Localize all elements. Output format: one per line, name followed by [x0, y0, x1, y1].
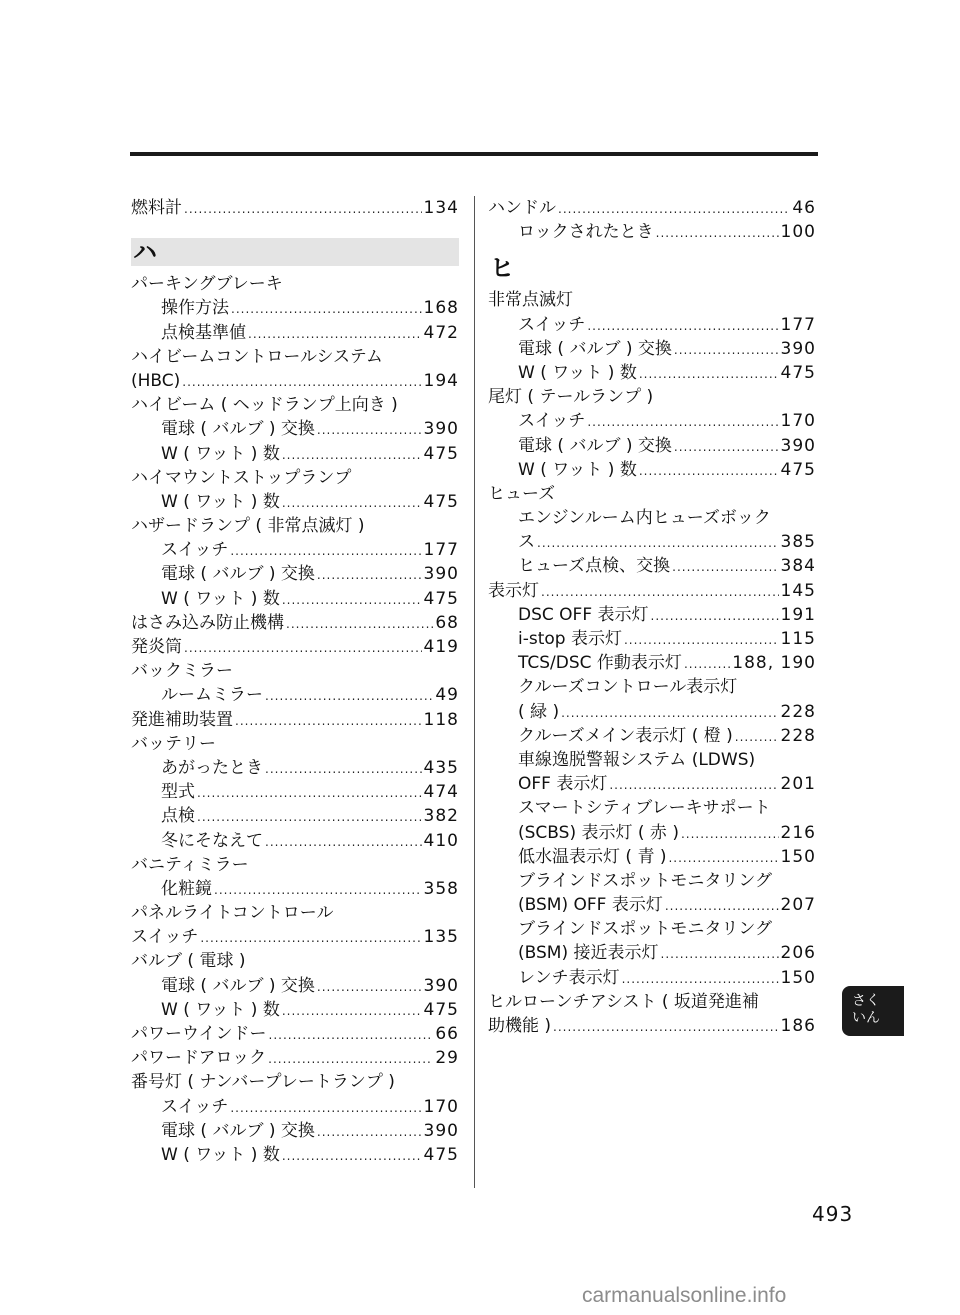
entry-label: ヒルローンチアシスト ( 坂道発進補: [488, 991, 759, 1012]
index-entry: [488, 458, 816, 482]
index-entry: [131, 490, 459, 514]
entry-page-number: 390: [423, 975, 459, 996]
dot-leader: [665, 894, 779, 917]
index-entry: [131, 442, 459, 466]
index-entry: [131, 756, 459, 780]
index-entry: [488, 893, 816, 917]
left-pre-entries: [131, 196, 459, 220]
index-entry: [131, 949, 459, 973]
entry-label: 低水温表示灯 ( 青 ): [518, 846, 667, 867]
entry-page-number: 475: [780, 362, 816, 383]
dot-leader: [674, 435, 779, 458]
dot-leader: [684, 652, 730, 675]
dot-leader: [317, 563, 422, 586]
index-entry: [131, 925, 459, 949]
entry-label: パーキングブレーキ: [131, 274, 283, 295]
side-tab-line2: いん: [852, 1010, 880, 1026]
entry-label: ヒューズ点検、交換: [518, 556, 671, 577]
index-entry: [488, 990, 816, 1014]
entry-page-number: 168: [423, 298, 459, 319]
entry-page-number: 49: [435, 685, 459, 706]
entry-label: 発炎筒: [131, 637, 182, 657]
entry-page-number: 150: [780, 967, 816, 988]
index-entry: [131, 538, 459, 562]
index-entry: [131, 587, 459, 611]
entry-page-number: 46: [792, 198, 816, 218]
entry-page-number: 177: [423, 540, 459, 561]
entry-label: あがったとき: [161, 757, 263, 778]
dot-leader: [587, 314, 778, 337]
index-entry: [131, 611, 459, 635]
index-entry: [488, 675, 816, 699]
dot-leader: [197, 781, 422, 804]
index-entry: [488, 700, 816, 724]
entry-label: 冬にそなえて: [161, 830, 263, 851]
side-tab-line1: さく: [852, 993, 880, 1009]
dot-leader: [265, 684, 433, 707]
index-entry: [131, 708, 459, 732]
dot-leader: [200, 926, 421, 949]
right-column: [488, 196, 816, 1038]
entry-page-number: 419: [423, 637, 459, 657]
top-rule: [130, 152, 818, 156]
entry-page-number: 475: [423, 999, 459, 1020]
entry-label: 電球 ( バルブ ) 交換: [518, 338, 672, 359]
entry-label: 尾灯 ( テールランプ ): [488, 387, 654, 408]
entry-label: パワードアロック: [131, 1048, 267, 1069]
entry-label: (BSM) 接近表示灯: [518, 943, 659, 964]
entry-page-number: 390: [780, 338, 816, 359]
entry-label: ス: [518, 532, 535, 553]
entry-page-number: 390: [423, 564, 459, 585]
index-entry: [131, 877, 459, 901]
entry-label: (BSM) OFF 表示灯: [518, 895, 663, 916]
index-entry: [488, 554, 816, 578]
entry-label: ブラインドスポットモニタリング: [518, 919, 772, 940]
entry-label: スイッチ: [131, 927, 199, 948]
entry-label: W ( ワット ) 数: [161, 999, 280, 1020]
index-entry: [488, 313, 816, 337]
index-entry: [488, 579, 816, 603]
index-entry: [488, 482, 816, 506]
dot-leader: [668, 846, 778, 869]
dot-leader: [609, 773, 778, 796]
entry-page-number: 475: [423, 588, 459, 609]
column-divider: [474, 196, 475, 1188]
index-entry: [488, 196, 816, 220]
index-entry: [488, 917, 816, 941]
entry-label: 点検基準値: [161, 322, 246, 343]
index-entry: [131, 1143, 459, 1167]
entry-label: 電球 ( バルブ ) 交換: [161, 1120, 315, 1141]
entry-page-number: 228: [780, 725, 816, 746]
index-entry: [131, 829, 459, 853]
index-entry: [131, 345, 459, 369]
entry-label: クルーズコントロール表示灯: [518, 677, 738, 698]
left-column: [131, 196, 459, 1167]
entry-label: ハザードランプ ( 非常点滅灯 ): [131, 516, 365, 537]
index-entry: [131, 1070, 459, 1094]
entry-label: 表示灯: [488, 580, 539, 601]
index-entry: [488, 385, 816, 409]
entry-page-number: 472: [423, 322, 459, 343]
entry-page-number: 410: [423, 830, 459, 851]
entry-label: W ( ワット ) 数: [518, 459, 637, 480]
entry-page-number: 475: [423, 443, 459, 464]
index-entry: [131, 974, 459, 998]
index-entry: [131, 683, 459, 707]
entry-label: 電球 ( バルブ ) 交換: [161, 419, 315, 440]
entry-label: パワーウインドー: [131, 1024, 267, 1044]
index-entry: [488, 821, 816, 845]
entry-label: スイッチ: [161, 540, 229, 561]
entry-page-number: 145: [780, 580, 816, 601]
section-heading-hi: ヒ: [490, 254, 514, 283]
dot-leader: [656, 221, 779, 244]
entry-label: 点検: [161, 806, 195, 827]
entry-page-number: 186: [780, 1016, 816, 1036]
entry-label: スイッチ: [161, 1096, 229, 1117]
index-entry: [131, 196, 459, 220]
index-entry: [488, 337, 816, 361]
index-entry: [488, 530, 816, 554]
entry-label: ハンドル: [488, 198, 556, 218]
entry-page-number: 474: [423, 782, 459, 803]
index-entry: [488, 748, 816, 772]
entry-page-number: 115: [780, 629, 816, 649]
entry-label: W ( ワット ) 数: [161, 588, 280, 609]
entry-label: 番号灯 ( ナンバープレートランプ ): [131, 1072, 395, 1093]
dot-leader: [639, 362, 779, 385]
entry-label: 車線逸脱警報システム (LDWS): [518, 749, 756, 770]
entry-page-number: 68: [435, 612, 459, 633]
entry-label: i-stop 表示灯: [518, 629, 622, 649]
entry-page-number: 216: [780, 822, 816, 843]
entry-page-number: 475: [423, 491, 459, 512]
index-entry: [488, 869, 816, 893]
entry-label: DSC OFF 表示灯: [518, 604, 649, 625]
dot-leader: [248, 322, 422, 345]
entry-label: (HBC): [131, 370, 181, 391]
entry-page-number: 66: [435, 1024, 459, 1044]
entry-label: 型式: [161, 782, 195, 803]
entry-label: W ( ワット ) 数: [161, 491, 280, 512]
dot-leader: [182, 370, 421, 393]
entry-label: ヒューズ: [488, 483, 556, 504]
index-entry: [131, 1022, 459, 1046]
index-entry: [131, 659, 459, 683]
right-pre-entries: [488, 196, 816, 244]
entry-page-number: 201: [780, 774, 816, 795]
entry-label: 燃料計: [131, 198, 182, 218]
dot-leader: [561, 701, 778, 724]
dot-leader: [286, 612, 433, 635]
entry-label: 発進補助装置: [131, 709, 233, 730]
dot-leader: [282, 1144, 422, 1167]
entry-page-number: 170: [423, 1096, 459, 1117]
index-entry: [488, 220, 816, 244]
entry-page-number: 390: [780, 435, 816, 456]
entry-label: バックミラー: [131, 661, 233, 682]
dot-leader: [269, 1023, 434, 1046]
entry-page-number: 194: [423, 370, 459, 391]
index-entry: [488, 724, 816, 748]
entry-page-number: 475: [780, 459, 816, 480]
entry-label: バッテリー: [131, 733, 216, 754]
dot-leader: [537, 531, 779, 554]
index-entry: [488, 651, 816, 675]
dot-leader: [681, 822, 779, 845]
entry-page-number: 390: [423, 1120, 459, 1141]
entry-label: 非常点滅灯: [488, 290, 573, 311]
dot-leader: [317, 1120, 422, 1143]
entry-label: ルームミラー: [161, 685, 263, 706]
entry-label: (SCBS) 表示灯 ( 赤 ): [518, 822, 679, 843]
index-entry: [131, 321, 459, 345]
dot-leader: [317, 418, 422, 441]
entry-label: OFF 表示灯: [518, 774, 608, 795]
entry-label: 助機能 ): [488, 1016, 552, 1036]
entry-label: 電球 ( バルブ ) 交換: [518, 435, 672, 456]
entry-page-number: 358: [423, 878, 459, 899]
index-entry: [488, 941, 816, 965]
index-entry: [131, 1046, 459, 1070]
dot-leader: [674, 338, 779, 361]
entry-page-number: 228: [780, 701, 816, 722]
dot-leader: [231, 297, 422, 320]
dot-leader: [282, 443, 422, 466]
dot-leader: [214, 878, 422, 901]
dot-leader: [282, 999, 422, 1022]
dot-leader: [184, 197, 422, 220]
index-entry: [488, 288, 816, 312]
dot-leader: [197, 805, 422, 828]
entry-page-number: 134: [423, 198, 459, 218]
entry-label: W ( ワット ) 数: [161, 443, 280, 464]
entry-page-number: 177: [780, 314, 816, 335]
dot-leader: [622, 967, 779, 990]
index-entry: [131, 562, 459, 586]
entry-page-number: 191: [780, 604, 816, 625]
entry-page-number: 207: [780, 895, 816, 916]
dot-leader: [587, 410, 778, 433]
entry-label: レンチ表示灯: [518, 967, 620, 988]
entry-page-number: 188, 190: [732, 653, 816, 674]
index-entry: [488, 409, 816, 433]
index-entry: [131, 1119, 459, 1143]
section-heading-ha: ハ: [131, 238, 459, 266]
entry-page-number: 150: [780, 846, 816, 867]
index-entry: [131, 635, 459, 659]
dot-leader: [553, 1015, 779, 1038]
dot-leader: [651, 604, 779, 627]
index-entry: [131, 514, 459, 538]
entry-label: ハイビームコントロールシステム: [131, 346, 383, 367]
entry-label: ロックされたとき: [518, 222, 654, 243]
entry-label: スマートシティブレーキサポート: [518, 798, 771, 819]
index-entry: [488, 603, 816, 627]
left-entries: [131, 272, 459, 1167]
entry-page-number: 390: [423, 419, 459, 440]
watermark: carmanualsonline.info: [582, 1284, 787, 1307]
index-entry: [131, 296, 459, 320]
entry-label: ハイビーム ( ヘッドランプ上向き ): [131, 395, 398, 416]
entry-label: エンジンルーム内ヒューズボック: [518, 508, 771, 529]
entry-page-number: 118: [423, 709, 459, 730]
entry-page-number: 435: [423, 757, 459, 778]
index-entry: [131, 998, 459, 1022]
index-entry: [131, 417, 459, 441]
index-entry: [131, 780, 459, 804]
entry-label: ハイマウントストップランプ: [131, 467, 352, 488]
index-entry: [131, 853, 459, 877]
index-entry: [131, 1095, 459, 1119]
index-entry: [488, 1014, 816, 1038]
dot-leader: [282, 588, 422, 611]
entry-label: ( 緑 ): [518, 701, 560, 722]
dot-leader: [624, 628, 779, 651]
index-entry: [488, 845, 816, 869]
index-entry: [131, 369, 459, 393]
entry-page-number: 170: [780, 411, 816, 432]
entry-label: ブラインドスポットモニタリング: [518, 870, 772, 891]
dot-leader: [265, 830, 422, 853]
dot-leader: [672, 555, 778, 578]
dot-leader: [317, 975, 422, 998]
entry-label: W ( ワット ) 数: [518, 362, 637, 383]
entry-page-number: 382: [423, 806, 459, 827]
entry-label: はさみ込み防止機構: [131, 612, 284, 633]
dot-leader: [661, 942, 779, 965]
index-entry: [131, 272, 459, 296]
index-entry: [488, 506, 816, 530]
page-number: 493: [812, 1202, 854, 1226]
entry-label: バルブ ( 電球 ): [131, 951, 246, 972]
index-side-tab[interactable]: [842, 986, 904, 1036]
dot-leader: [230, 539, 421, 562]
index-entry: [488, 966, 816, 990]
entry-label: 化粧鏡: [161, 878, 212, 899]
entry-label: W ( ワット ) 数: [161, 1144, 280, 1165]
dot-leader: [268, 1047, 433, 1070]
entry-label: クルーズメイン表示灯 ( 橙 ): [518, 725, 733, 746]
index-entry: [131, 732, 459, 756]
entry-page-number: 385: [780, 532, 816, 553]
index-entry: [131, 393, 459, 417]
dot-leader: [184, 636, 422, 659]
dot-leader: [235, 709, 422, 732]
entry-page-number: 384: [780, 556, 816, 577]
entry-page-number: 100: [780, 222, 816, 243]
dot-leader: [735, 725, 779, 748]
index-entry: [131, 901, 459, 925]
entry-label: 電球 ( バルブ ) 交換: [161, 564, 315, 585]
index-entry: [488, 361, 816, 385]
entry-page-number: 135: [423, 927, 459, 948]
index-entry: [131, 466, 459, 490]
entry-page-number: 206: [780, 943, 816, 964]
right-entries: [488, 288, 816, 1038]
dot-leader: [541, 580, 779, 603]
entry-label: バニティミラー: [131, 854, 249, 875]
index-entry: [488, 772, 816, 796]
index-entry: [131, 804, 459, 828]
dot-leader: [230, 1096, 421, 1119]
entry-page-number: 475: [423, 1144, 459, 1165]
dot-leader: [282, 491, 422, 514]
index-entry: [488, 627, 816, 651]
entry-label: TCS/DSC 作動表示灯: [518, 653, 682, 674]
index-entry: [488, 434, 816, 458]
dot-leader: [639, 459, 779, 482]
entry-page-number: 29: [435, 1048, 459, 1069]
entry-label: スイッチ: [518, 314, 586, 335]
entry-label: パネルライトコントロール: [131, 903, 334, 924]
dot-leader: [558, 197, 790, 220]
index-entry: [488, 796, 816, 820]
entry-label: 操作方法: [161, 298, 229, 319]
entry-label: 電球 ( バルブ ) 交換: [161, 975, 315, 996]
entry-label: スイッチ: [518, 411, 586, 432]
dot-leader: [265, 757, 422, 780]
